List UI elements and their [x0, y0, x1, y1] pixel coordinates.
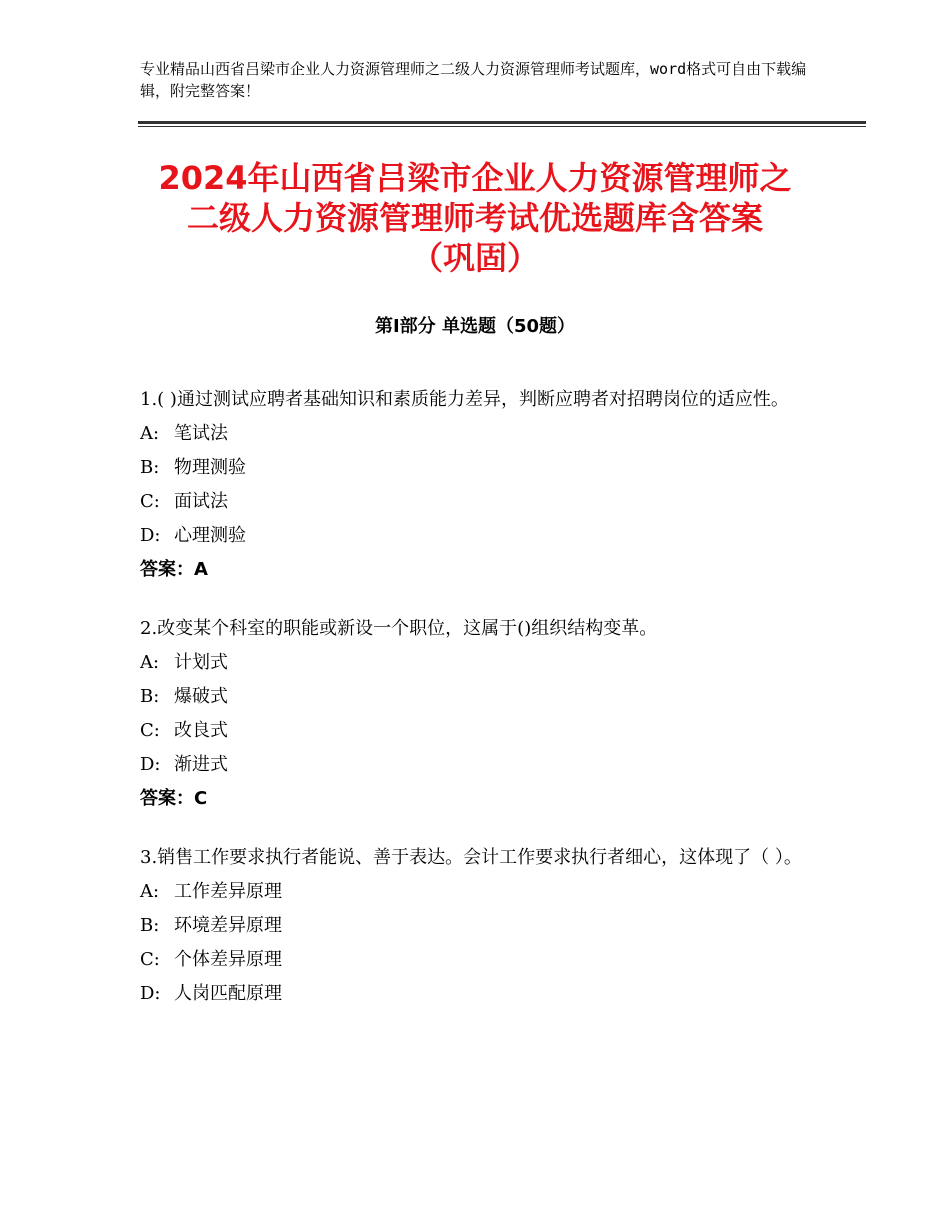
option-text: 工作差异原理	[174, 881, 282, 902]
option-text: 计划式	[174, 652, 228, 673]
question-2	[140, 612, 820, 816]
option-text: 人岗匹配原理	[174, 983, 282, 1004]
header-rule-thin	[138, 126, 866, 127]
option-c	[140, 714, 820, 748]
question-stem: 3.销售工作要求执行者能说、善于表达。会计工作要求执行者细心，这体现了（ ）。	[140, 847, 802, 868]
option-letter: B:	[140, 915, 160, 936]
option-text: 个体差异原理	[174, 949, 282, 970]
title-line-1: 2024年山西省吕梁市企业人力资源管理师之	[158, 159, 792, 197]
option-b	[140, 909, 820, 943]
option-letter: C:	[140, 720, 160, 741]
option-text: 心理测验	[174, 525, 246, 546]
option-letter: D:	[140, 525, 161, 546]
option-letter: C:	[140, 949, 160, 970]
title-line-3: （巩固）	[410, 239, 539, 277]
question-1	[140, 383, 820, 587]
option-letter: A:	[140, 652, 160, 673]
option-letter: A:	[140, 881, 160, 902]
option-letter: D:	[140, 754, 161, 775]
option-letter: B:	[140, 686, 160, 707]
option-text: 改良式	[174, 720, 228, 741]
option-text: 笔试法	[174, 423, 228, 444]
header-note: 专业精品山西省吕梁市企业人力资源管理师之二级人力资源管理师考试题库，word格式可自由下载编辑，附完整答案！	[140, 60, 807, 100]
option-c	[140, 943, 820, 977]
document-title	[100, 158, 850, 278]
option-letter: B:	[140, 457, 160, 478]
option-b	[140, 680, 820, 714]
option-a	[140, 417, 820, 451]
option-letter: C:	[140, 491, 160, 512]
question-stem: 2.改变某个科室的职能或新设一个职位，这属于()组织结构变革。	[140, 618, 658, 639]
question-3	[140, 841, 820, 1011]
option-d	[140, 977, 820, 1011]
header-rule-thick	[138, 121, 866, 124]
option-letter: D:	[140, 983, 161, 1004]
title-line-2: 二级人力资源管理师考试优选题库含答案	[186, 199, 763, 237]
option-text: 环境差异原理	[174, 915, 282, 936]
question-list	[140, 383, 820, 1036]
option-text: 面试法	[174, 491, 228, 512]
option-c	[140, 485, 820, 519]
option-d	[140, 748, 820, 782]
option-d	[140, 519, 820, 553]
option-a	[140, 875, 820, 909]
answer-line: 答案：A	[140, 559, 208, 580]
answer-line: 答案：C	[140, 788, 208, 809]
section-heading: 第Ⅰ部分 单选题（50题）	[374, 316, 575, 337]
option-letter: A:	[140, 423, 160, 444]
option-a	[140, 646, 820, 680]
option-text: 渐进式	[174, 754, 228, 775]
option-text: 爆破式	[174, 686, 228, 707]
option-text: 物理测验	[174, 457, 246, 478]
option-b	[140, 451, 820, 485]
question-stem: 1.( )通过测试应聘者基础知识和素质能力差异，判断应聘者对招聘岗位的适应性。	[140, 389, 789, 410]
